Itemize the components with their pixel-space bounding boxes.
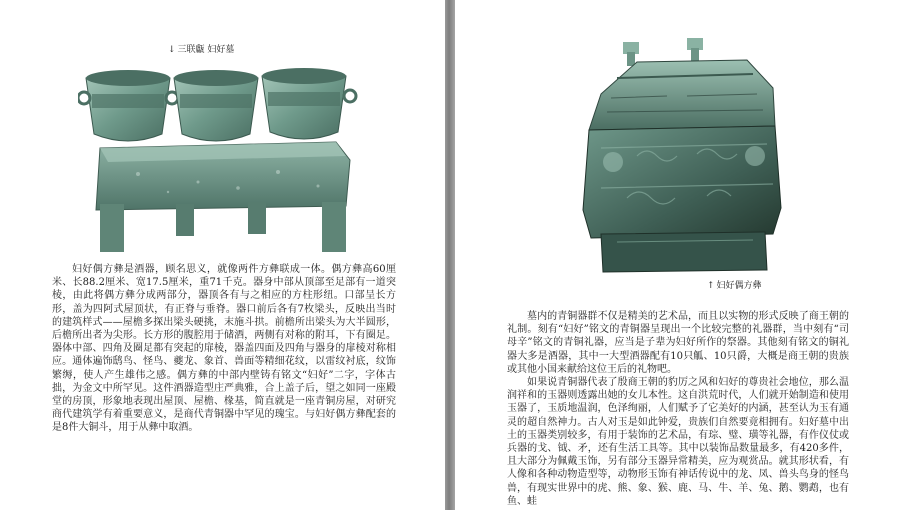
paragraph: 妇好偶方彝是酒器，顾名思义，就像两件方彝联成一体。偶方彝高60厘米、长88.2厘米、宽17.5厘米，重71千克。器身中部从顶部至足部有一道突棱，由此将偶方彝分成两部分，器顶各有与之相应的方柱形纽。口部呈长方形，盖为四阿式屋顶状，有正脊与垂脊。器口前后各有7枚梁头，反映出当时的建筑样式——屋檐多探出梁头硬挑，末施斗拱。前檐所出梁头为大半圆形，后檐所出者为尖形。长方形的腹腔用于储酒，两侧有对称的附耳，下有圈足。器体中部、四角及圈足都有突起的扉棱，器盖四面及四角与器身的扉棱对称相应。通体遍饰鸱鸟、怪鸟、夔龙、象首、兽面等精细花纹，以雷纹衬底，纹饰繁缛，使人产生雄伟之感。偶方彝的中部内壁铸有铭文“妇好”二字，字体古拙，为金文中所罕见。这件酒器造型庄严典雅，合上盖子后，望之如同一座殿堂的房顶，形象地表现出屋顶、屋檐、椽基，简直就是一座青铜房屋，对研究商代建筑学有着重要意义，是商代青铜器中罕见的瑰宝。与妇好偶方彝配套的是8件大铜斗，用于从彝中取酒。	[52, 264, 396, 434]
right-page	[455, 0, 900, 510]
figure-caption-bottom	[707, 278, 762, 291]
caption-text: 三联甗 妇好墓	[177, 45, 235, 55]
fuhao-oufangyi-photo	[577, 38, 787, 276]
paragraph: 墓内的青铜器群不仅是精美的艺术品，而且以实物的形式反映了商王朝的礼制。刻有“妇好”铭文的青铜器呈现出一个比较完整的礼器群，当中刻有“司母辛”铭文的青铜礼器，应当是子辈为妇好所作的祭器。其他刻有铭文的铜礼器大多是酒器，其中一大型酒器配有10只觚、10只爵，大概是商王朝的贵族或其他小国来献给这位王后的礼物吧。	[507, 311, 849, 375]
arrow-up-icon: ↑	[707, 281, 715, 291]
caption-text: 妇好偶方彝	[716, 281, 762, 291]
paragraph: 如果说青铜器代表了殷商王朝的豹厉之风和妇好的尊贵社会地位，那么温润祥和的玉器则透露出她的女儿本性。这自洪荒时代，人们就开始制造和使用玉器了，玉质地温润，色泽绚丽，人们赋予了它美好的内涵，甚至认为玉有通灵的超自然神力。古人对玉是如此钟爱，贵族们自然要竟相拥有。妇好墓中出土的玉器类别较多，有用于装饰的艺术品，有琮、璧、璜等礼器，有作仪仗或兵器的戈、钺、矛，还有生活工具等。其中以装饰品数量最多，有420多件，且大部分为佩戴玉饰，另有部分玉器异常精美，应为观赏品。就其形状看，有人像和各种动物造型等，动物形玉饰有神话传说中的龙、凤、兽头鸟身的怪鸟兽，有现实世界中的虎、熊、象、猴、鹿、马、牛、羊、兔、鹅、鹦鹉，也有鱼、蛙	[507, 377, 849, 507]
right-body-text	[507, 310, 849, 508]
arrow-down-icon: ↓	[168, 45, 176, 55]
book-gutter	[445, 0, 455, 510]
left-page	[0, 0, 445, 510]
sanlianyan-bronze-photo	[78, 64, 358, 260]
figure-caption-top	[168, 42, 234, 55]
left-body-text	[52, 263, 396, 435]
